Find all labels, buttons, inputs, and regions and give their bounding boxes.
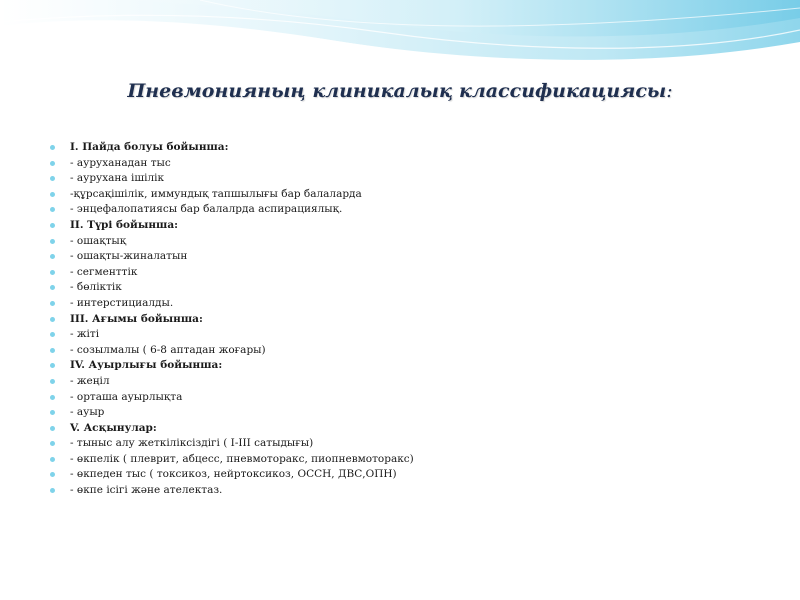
bullet-icon <box>50 317 55 322</box>
list-heading <box>50 421 750 437</box>
list-item <box>50 249 750 265</box>
bullet-icon <box>50 254 55 259</box>
bullet-icon <box>50 145 55 150</box>
list-item <box>50 436 750 452</box>
list-heading <box>50 358 750 374</box>
bullet-icon <box>50 192 55 197</box>
slide-title-text: Пневмонияның клиникалық классификациясы <box>127 80 667 102</box>
bullet-icon <box>50 488 55 493</box>
bullet-icon <box>50 426 55 431</box>
list-item-text: - жіті <box>70 328 100 341</box>
list-item-text: - ошақтық <box>70 234 127 247</box>
list-item-text: - өкпеден тыс ( токсикоз, нейртоксикоз, ОССН, ДВС,ОПН) <box>70 468 397 481</box>
bullet-icon <box>50 239 55 244</box>
bullet-icon <box>50 285 55 290</box>
list-item-text: III. Ағымы бойынша: <box>70 312 203 325</box>
slide-title <box>0 80 800 102</box>
bullet-icon <box>50 301 55 306</box>
list-item-text: - созылмалы ( 6-8 аптадан жоғары) <box>70 343 266 356</box>
list-item <box>50 202 750 218</box>
list-item-text: I. Пайда болуы бойынша: <box>70 141 229 153</box>
list-heading <box>50 140 750 156</box>
list-item-text: - өкпе ісігі және ателектаз. <box>70 484 223 497</box>
list-item <box>50 280 750 296</box>
bullet-icon <box>50 332 55 337</box>
list-item-text: IV. Ауырлығы бойынша: <box>70 359 223 372</box>
bullet-icon <box>50 410 55 415</box>
list-item <box>50 467 750 483</box>
list-item-text: -құрсақішілік, иммундық тапшылығы бар балаларда <box>70 187 362 200</box>
list-heading <box>50 218 750 234</box>
list-item <box>50 483 750 499</box>
slide-title-colon: : <box>666 80 673 102</box>
bullet-icon <box>50 363 55 368</box>
list-item-text: - жеңіл <box>70 374 110 387</box>
bullet-icon <box>50 441 55 446</box>
list-item <box>50 156 750 172</box>
list-item <box>50 296 750 312</box>
list-item-text: - аурухана ішілік <box>70 172 165 185</box>
list-item-text: II. Түрі бойынша: <box>70 218 179 231</box>
list-item <box>50 265 750 281</box>
list-item <box>50 405 750 421</box>
list-item-text: - интерстициалды. <box>70 296 174 309</box>
bullet-icon <box>50 207 55 212</box>
list-item-text: - сегменттік <box>70 265 138 278</box>
list-item <box>50 187 750 203</box>
list-item-text: - ауыр <box>70 406 105 419</box>
list-item-text: - орташа ауырлықта <box>70 390 183 403</box>
decorative-wave-background <box>0 0 800 90</box>
bullet-icon <box>50 379 55 384</box>
list-item-text: - энцефалопатиясы бар балалрда аспирациялық. <box>70 203 343 216</box>
list-item-text: - тыныс алу жеткіліксіздігі ( I-III сатыдығы) <box>70 437 314 450</box>
list-item-text: - ошақты-жиналатын <box>70 250 188 263</box>
bullet-icon <box>50 176 55 181</box>
list-item <box>50 452 750 468</box>
bullet-icon <box>50 161 55 166</box>
list-item <box>50 327 750 343</box>
list-item-text: - бөліктік <box>70 281 122 294</box>
list-item-text: - өкпелік ( плеврит, абцесс, пневмоторакс, пиопневмоторакс) <box>70 452 414 465</box>
bullet-icon <box>50 270 55 275</box>
list-item-text: V. Асқынулар: <box>70 421 157 434</box>
list-item <box>50 343 750 359</box>
bullet-icon <box>50 395 55 400</box>
list-item <box>50 374 750 390</box>
list-item <box>50 390 750 406</box>
bullet-icon <box>50 223 55 228</box>
classification-list <box>50 140 750 499</box>
list-item-text: - ауруханадан тыс <box>70 156 171 169</box>
list-item <box>50 171 750 187</box>
list-heading <box>50 312 750 328</box>
bullet-icon <box>50 472 55 477</box>
bullet-icon <box>50 457 55 462</box>
bullet-icon <box>50 348 55 353</box>
list-item <box>50 234 750 250</box>
